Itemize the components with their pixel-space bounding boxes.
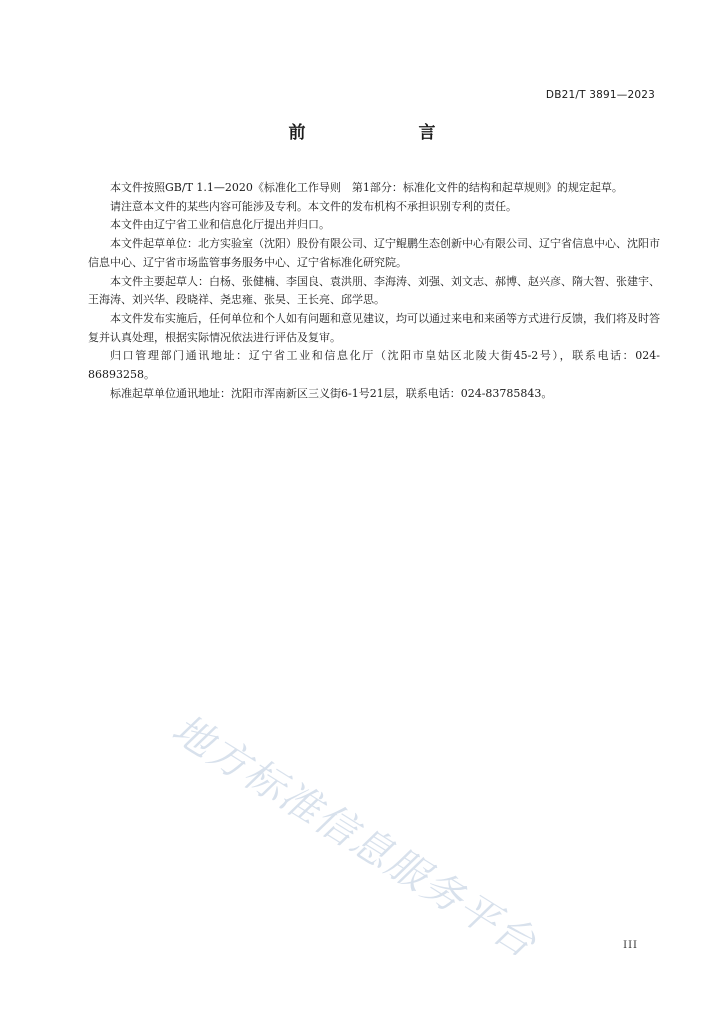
paragraph-drafting-units: 本文件起草单位：北方实验室（沈阳）股份有限公司、辽宁鲲鹏生态创新中心有限公司、辽宁省信息中心、沈阳市信息中心、辽宁省市场监管事务服务中心、辽宁省标准化研究院。 <box>88 237 660 269</box>
paragraph-admin-address: 归口管理部门通讯地址：辽宁省工业和信息化厅（沈阳市皇姑区北陵大街45-2号），联系电话：024-86893258。 <box>88 349 660 382</box>
paragraph-feedback: 本文件发布实施后，任何单位和个人如有问题和意见建议，均可以通过来电和来函等方式进行反馈，我们将及时答复并认真处理，根据实际情况依法进行评估及复审。 <box>88 311 660 344</box>
paragraph-drafting-rules: 本文件按照GB/T 1.1—2020《标准化工作导则 第1部分：标准化文件的结构和起草规则》的规定起草。 <box>110 181 623 194</box>
standard-code: DB21/T 3891—2023 <box>545 89 655 101</box>
paragraph-proposer: 本文件由辽宁省工业和信息化厅提出并归口。 <box>110 218 330 232</box>
page-title: 前 言 <box>288 123 484 143</box>
foreword-body <box>88 179 660 403</box>
watermark: 地方标准信息服务平台 <box>163 705 545 968</box>
paragraph-drafters: 本文件主要起草人：白杨、张健楠、李国良、袁洪朋、李海涛、刘强、刘文志、郝博、赵兴彦、隋大智、张建宇、王海涛、刘兴华、段晓祥、尧忠雍、张昊、王长亮、邱学思。 <box>88 274 660 307</box>
paragraph-drafter-address: 标准起草单位通讯地址：沈阳市浑南新区三义街6-1号21层，联系电话：024-83785843。 <box>110 386 553 400</box>
paragraph-patent-notice: 请注意本文件的某些内容可能涉及专利。本文件的发布机构不承担识别专利的责任。 <box>110 199 517 213</box>
page-number: III <box>623 940 638 951</box>
